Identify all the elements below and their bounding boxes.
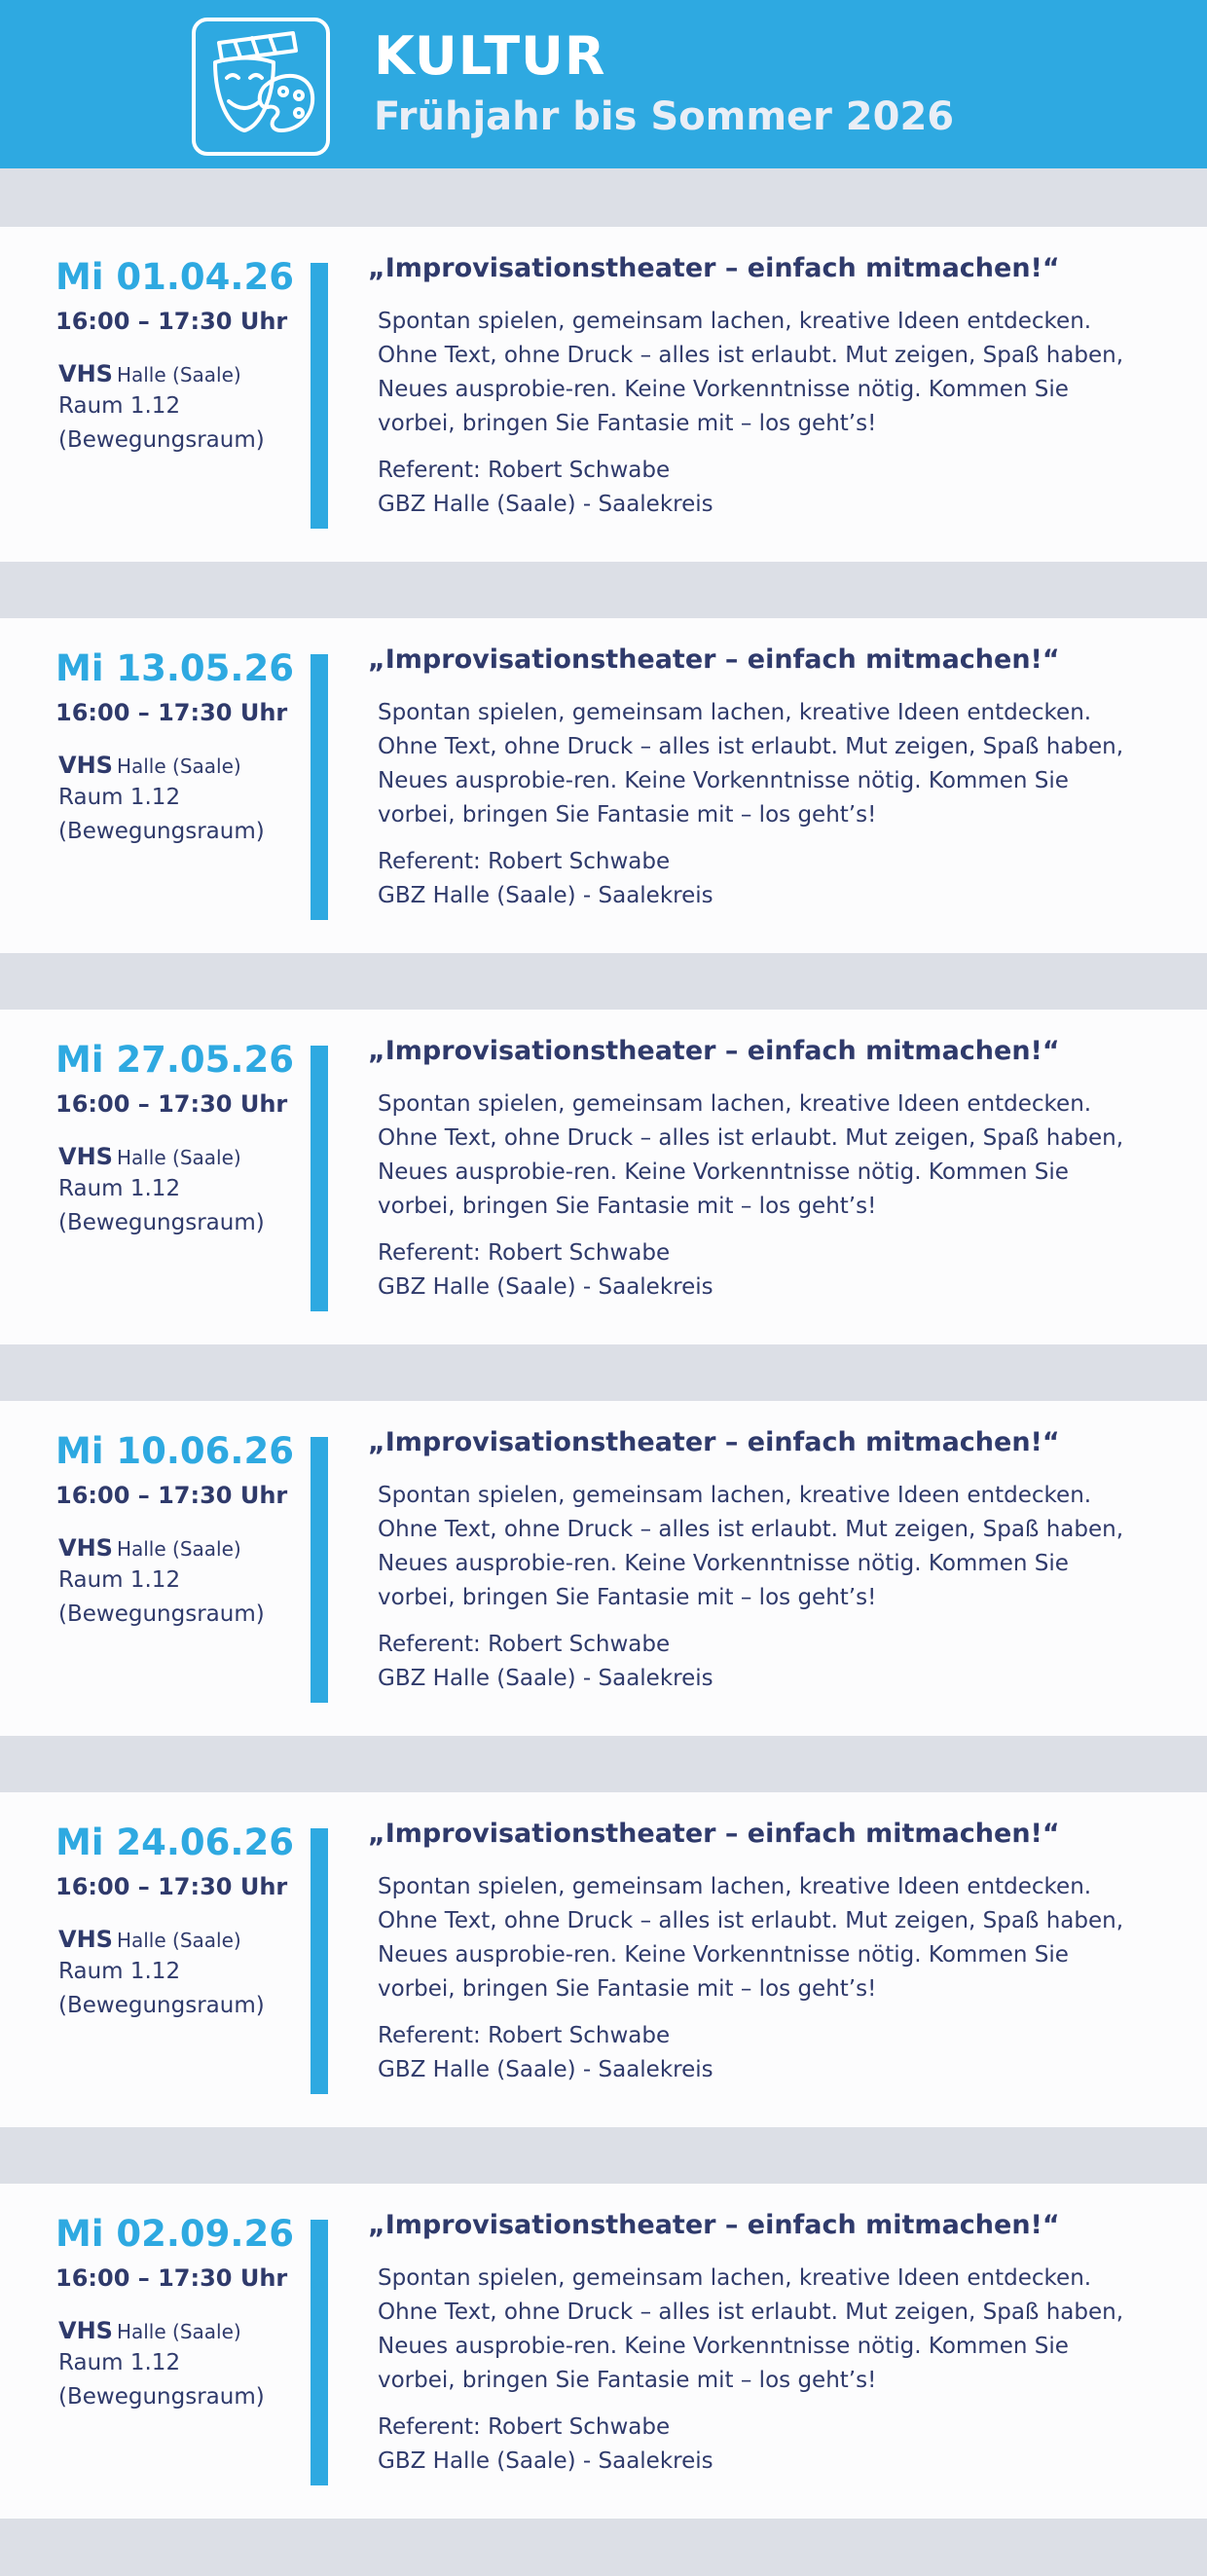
event-date: Mi 27.05.26 — [55, 1039, 294, 1081]
event-room-desc: (Bewegungsraum) — [58, 1993, 265, 2018]
event-room: Raum 1.12 — [58, 1567, 181, 1593]
event-date: Mi 13.05.26 — [55, 647, 294, 689]
event-time: 16:00 – 17:30 Uhr — [55, 308, 288, 335]
event-time: 16:00 – 17:30 Uhr — [55, 2264, 288, 2292]
event-organizer: GBZ Halle (Saale) - Saalekreis — [378, 1274, 713, 1300]
event-location — [58, 1143, 241, 1170]
event-time: 16:00 – 17:30 Uhr — [55, 1090, 288, 1118]
event-time: 16:00 – 17:30 Uhr — [55, 1482, 288, 1509]
accent-bar — [311, 2220, 328, 2485]
event-referent: Referent: Robert Schwabe — [378, 1240, 671, 1266]
location-org: VHS — [58, 360, 113, 387]
location-place: Halle (Saale) — [116, 2320, 241, 2343]
event-room: Raum 1.12 — [58, 393, 181, 419]
event-organizer: GBZ Halle (Saale) - Saalekreis — [378, 2448, 713, 2474]
event-description: Spontan spielen, gemeinsam lachen, kreative Ideen entdecken. Ohne Text, ohne Druck – alles ist erlaubt. Mut zeigen, Spaß haben, Neues ausprobie-ren. Keine Vorkenntnisse nötig. Kommen Sie vorbei, bringen Sie Fantasie mit – los geht’s! — [378, 309, 1124, 436]
event-referent: Referent: Robert Schwabe — [378, 2023, 671, 2048]
event-date: Mi 10.06.26 — [55, 1430, 294, 1472]
event-location — [58, 752, 241, 779]
event-room-desc: (Bewegungsraum) — [58, 427, 265, 453]
event-location — [58, 1926, 241, 1953]
event-description: Spontan spielen, gemeinsam lachen, kreative Ideen entdecken. Ohne Text, ohne Druck – alles ist erlaubt. Mut zeigen, Spaß haben, Neues ausprobie-ren. Keine Vorkenntnisse nötig. Kommen Sie vorbei, bringen Sie Fantasie mit – los geht’s! — [378, 700, 1124, 828]
event-room-desc: (Bewegungsraum) — [58, 1601, 265, 1627]
accent-bar — [311, 654, 328, 920]
location-place: Halle (Saale) — [116, 1537, 241, 1561]
event-title: „Improvisationstheater – einfach mitmachen!“ — [368, 1819, 1060, 1849]
event-description: Spontan spielen, gemeinsam lachen, kreative Ideen entdecken. Ohne Text, ohne Druck – alles ist erlaubt. Mut zeigen, Spaß haben, Neues ausprobie-ren. Keine Vorkenntnisse nötig. Kommen Sie vorbei, bringen Sie Fantasie mit – los geht’s! — [378, 2265, 1124, 2393]
location-org: VHS — [58, 1534, 113, 1562]
event-referent: Referent: Robert Schwabe — [378, 849, 671, 874]
event-time: 16:00 – 17:30 Uhr — [55, 1873, 288, 1900]
location-org: VHS — [58, 2317, 113, 2344]
theater-masks-palette-icon — [192, 18, 330, 156]
location-org: VHS — [58, 752, 113, 779]
event-card — [0, 618, 1207, 953]
event-room-desc: (Bewegungsraum) — [58, 1210, 265, 1235]
event-date: Mi 01.04.26 — [55, 256, 294, 298]
event-room: Raum 1.12 — [58, 1176, 181, 1201]
event-title: „Improvisationstheater – einfach mitmachen!“ — [368, 1427, 1060, 1457]
page-subtitle: Frühjahr bis Sommer 2026 — [374, 94, 955, 139]
header — [0, 0, 1207, 168]
event-card — [0, 1792, 1207, 2127]
event-referent: Referent: Robert Schwabe — [378, 2414, 671, 2440]
event-room: Raum 1.12 — [58, 1959, 181, 1984]
event-date: Mi 24.06.26 — [55, 1822, 294, 1863]
event-organizer: GBZ Halle (Saale) - Saalekreis — [378, 2057, 713, 2082]
event-description: Spontan spielen, gemeinsam lachen, kreative Ideen entdecken. Ohne Text, ohne Druck – alles ist erlaubt. Mut zeigen, Spaß haben, Neues ausprobie-ren. Keine Vorkenntnisse nötig. Kommen Sie vorbei, bringen Sie Fantasie mit – los geht’s! — [378, 1483, 1124, 1610]
event-location — [58, 1534, 241, 1562]
event-title: „Improvisationstheater – einfach mitmachen!“ — [368, 2210, 1060, 2240]
event-time: 16:00 – 17:30 Uhr — [55, 699, 288, 726]
location-org: VHS — [58, 1143, 113, 1170]
event-organizer: GBZ Halle (Saale) - Saalekreis — [378, 1666, 713, 1691]
accent-bar — [311, 263, 328, 529]
event-title: „Improvisationstheater – einfach mitmachen!“ — [368, 253, 1060, 283]
event-description: Spontan spielen, gemeinsam lachen, kreative Ideen entdecken. Ohne Text, ohne Druck – alles ist erlaubt. Mut zeigen, Spaß haben, Neues ausprobie-ren. Keine Vorkenntnisse nötig. Kommen Sie vorbei, bringen Sie Fantasie mit – los geht’s! — [378, 1874, 1124, 2002]
event-room: Raum 1.12 — [58, 2350, 181, 2375]
event-organizer: GBZ Halle (Saale) - Saalekreis — [378, 883, 713, 908]
event-title: „Improvisationstheater – einfach mitmachen!“ — [368, 644, 1060, 675]
event-room-desc: (Bewegungsraum) — [58, 2384, 265, 2410]
event-room: Raum 1.12 — [58, 785, 181, 810]
event-room-desc: (Bewegungsraum) — [58, 819, 265, 844]
location-org: VHS — [58, 1926, 113, 1953]
location-place: Halle (Saale) — [116, 363, 241, 386]
page-title: KULTUR — [374, 25, 606, 87]
event-referent: Referent: Robert Schwabe — [378, 458, 671, 483]
event-card — [0, 2184, 1207, 2519]
event-location — [58, 360, 241, 387]
accent-bar — [311, 1828, 328, 2094]
event-description: Spontan spielen, gemeinsam lachen, kreative Ideen entdecken. Ohne Text, ohne Druck – alles ist erlaubt. Mut zeigen, Spaß haben, Neues ausprobie-ren. Keine Vorkenntnisse nötig. Kommen Sie vorbei, bringen Sie Fantasie mit – los geht’s! — [378, 1091, 1124, 1219]
event-card — [0, 227, 1207, 562]
event-organizer: GBZ Halle (Saale) - Saalekreis — [378, 492, 713, 517]
event-title: „Improvisationstheater – einfach mitmachen!“ — [368, 1036, 1060, 1066]
event-referent: Referent: Robert Schwabe — [378, 1632, 671, 1657]
location-place: Halle (Saale) — [116, 1929, 241, 1952]
location-place: Halle (Saale) — [116, 754, 241, 778]
accent-bar — [311, 1046, 328, 1311]
location-place: Halle (Saale) — [116, 1146, 241, 1169]
event-card — [0, 1010, 1207, 1344]
accent-bar — [311, 1437, 328, 1703]
event-card — [0, 1401, 1207, 1736]
event-location — [58, 2317, 241, 2344]
event-date: Mi 02.09.26 — [55, 2213, 294, 2255]
